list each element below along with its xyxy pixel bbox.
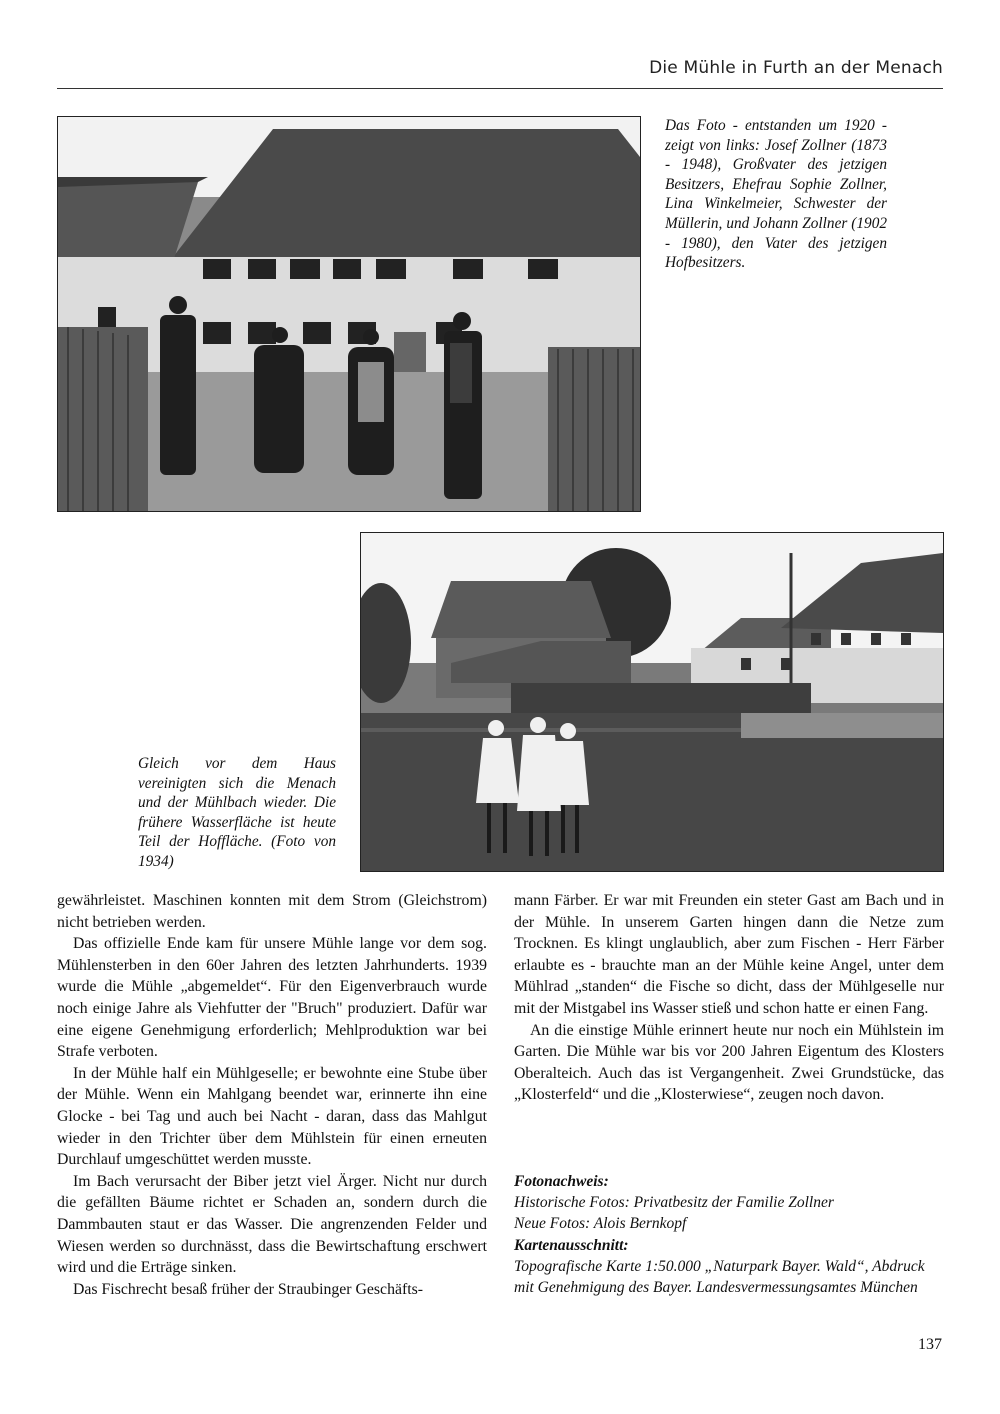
photo-pond-1934 <box>360 532 944 872</box>
left-column <box>57 890 487 1300</box>
credits <box>514 1171 944 1298</box>
left-paragraph-4: Im Bach verursacht der Biber jetzt viel Ärger. Nicht nur durch die gefällten Bäume richtet er Schaden an, sondern durch die Dammbauten staut er das Wasser. Die angrenzenden Felder und Wiesen werden so durchnässt, dass die Bewirtschaftung erschwert wird und die Erträge sinken. <box>57 1172 487 1277</box>
header-rule <box>57 88 943 89</box>
photo2-caption: Gleich vor dem Haus vereinigten sich die Menach und der Mühlbach wieder. Die frühere Wasserfläche ist heute Teil der Hoffläche. (Foto von 1934) <box>138 755 336 870</box>
photo1-caption: Das Foto - entstanden um 1920 - zeigt von links: Josef Zollner (1873 - 1948), Großvater des jetzigen Besitzers, Ehefrau Sophie Zollner, Lina Winkelmeier, Schwester der Müllerin, und Johann Zollner (1902 - 1980), den Vater des jetzigen Hofbesitzers. <box>665 117 887 272</box>
credits-map-heading: Kartenausschnitt: <box>514 1236 629 1254</box>
photo-farmhouse-1920 <box>57 116 641 512</box>
credits-historic-photos: Historische Fotos: Privatbesitz der Familie Zollner <box>514 1194 834 1212</box>
credits-map-source: Topografische Karte 1:50.000 „Naturpark Bayer. Wald“, Abdruck mit Genehmigung des Bayer. Landesvermessungsamtes München <box>514 1257 925 1297</box>
credits-new-photos: Neue Fotos: Alois Bernkopf <box>514 1215 687 1233</box>
left-paragraph-2: Das offizielle Ende kam für unsere Mühle lange vor dem sog. Mühlensterben in den 60er Jahren des letzten Jahrhunderts. 1939 wurde die Mühle „abgemeldet“. Für den Eigenverbrauch wurde noch einige Jahre als Viehfutter der "Bruch" produziert. Dafür war eine eigene Genehmigung erforderlich; Mehlproduktion war bei Strafe verboten. <box>57 935 487 1061</box>
right-paragraph-1: mann Färber. Er war mit Freunden ein steter Gast am Bach und in der Mühle. In unserem Garten hingen dann die Netze zum Trocknen. Es klingt unglaublich, aber zum Fischen - Herr Färber erlaubte es - brauchte man an der Mühle keine Angel, unter dem Mühlrad „standen“ die Fische so dicht, dass der Mühlgeselle nur mit der Mistgabel ins Wasser stieß und schon hatte er einen Fang. <box>514 892 944 1017</box>
running-head: Die Mühle in Furth an der Menach <box>649 58 943 78</box>
credits-photo-heading: Fotonachweis: <box>514 1173 609 1190</box>
right-column <box>514 890 944 1106</box>
left-paragraph-3: In der Mühle half ein Mühlgeselle; er bewohnte eine Stube über der Mühle. Wenn ein Mahlgang beendet war, erinnerte ihn eine Glocke - bei Tag und auch bei Nacht - daran, dass das Mahlgut wieder in den Trichter über dem Mühlstein für einen erneuten Durchlauf umgeschüttet werden musste. <box>57 1064 487 1169</box>
right-paragraph-2: An die einstige Mühle erinnert heute nur noch ein Mühlstein im Garten. Die Mühle war bis vor 200 Jahren Eigentum des Klosters Oberalteich. Auch das ist Vergangenheit. Zwei Grundstücke, das „Klosterfeld“ und die „Klosterwiese“, zeugen noch davon. <box>514 1021 944 1104</box>
left-paragraph-1: gewährleistet. Maschinen konnten mit dem Strom (Gleichstrom) nicht betrieben werden. <box>57 892 487 931</box>
page-number: 137 <box>918 1336 942 1353</box>
left-paragraph-5: Das Fischrecht besaß früher der Straubinger Geschäfts- <box>73 1280 424 1298</box>
